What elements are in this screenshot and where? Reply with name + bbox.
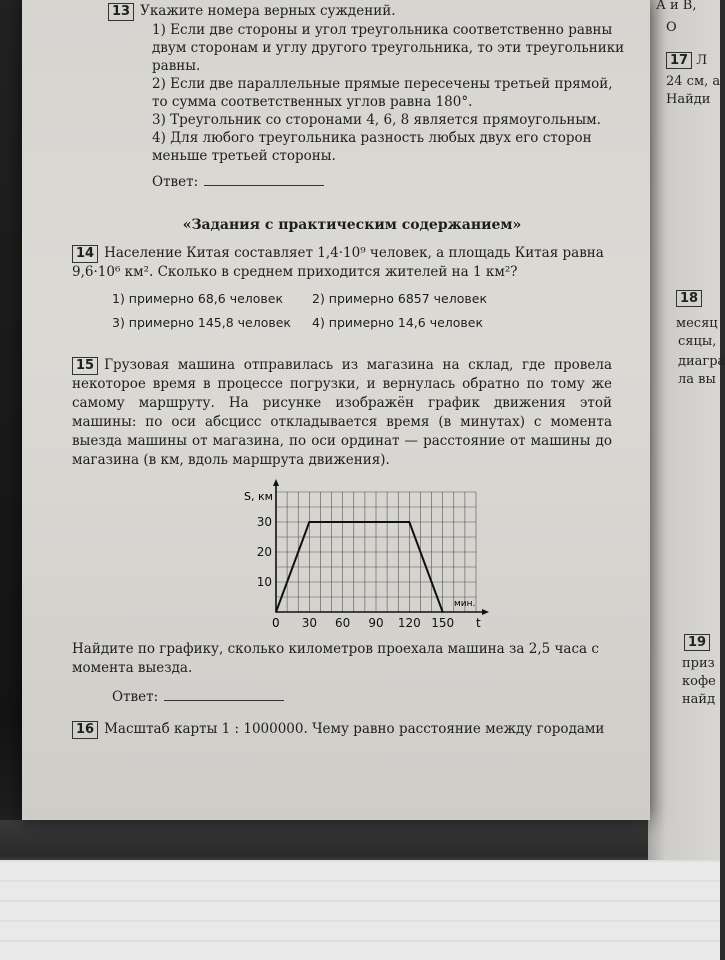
task-13-answer: [152, 171, 628, 191]
right-page-l17: Л: [696, 53, 708, 68]
y-tick-label: 10: [256, 575, 272, 589]
task-14-option-4[interactable]: 4) примерно 14,6 человек: [312, 315, 484, 330]
series-point: [442, 611, 444, 613]
x-tick-label: 60: [335, 616, 351, 630]
task-14-options: [112, 290, 612, 332]
graph-paper-sheet: [0, 860, 720, 960]
right-page-line-mes: месяц: [676, 316, 718, 331]
task-14-option-3[interactable]: 3) примерно 145,8 человек: [112, 315, 291, 330]
task-14-number: 14: [72, 245, 98, 263]
task-15-question: Найдите по графику, сколько километров проехала машина за 2,5 часа с момента выезда.: [72, 641, 599, 676]
x-tick-label: 120: [397, 616, 421, 630]
chart-x-axis-unit: мин.: [454, 599, 476, 609]
task-16-number: 16: [72, 721, 98, 739]
workbook-page: [22, 0, 650, 820]
x-axis-arrow: [482, 609, 489, 615]
right-page-line-priz: приз: [682, 656, 715, 671]
right-page-o-text: О: [666, 20, 677, 35]
task-14-option-1[interactable]: 1) примерно 68,6 человек: [112, 291, 284, 306]
task-13-heading: Укажите номера верных суждений.: [140, 3, 396, 19]
series-point: [275, 611, 277, 613]
series-point: [409, 521, 411, 523]
chart-x-axis-letter: t: [476, 616, 481, 630]
task-13-number: 13: [108, 3, 134, 21]
task-14-option-2[interactable]: 2) примерно 6857 человек: [312, 291, 487, 306]
task-16-text: Масштаб карты 1 : 1000000. Чему равно расстояние между городами: [104, 721, 605, 737]
chart-y-axis-label: S, км: [244, 490, 273, 503]
task-15-question-block: [72, 640, 612, 706]
task-15: [72, 356, 612, 470]
task-18-number: 18: [676, 290, 702, 307]
task-13-answer-line[interactable]: [204, 171, 324, 186]
task-13-answer-label: Ответ:: [152, 174, 199, 190]
chart-grid: [276, 492, 476, 612]
task-13-item-2: 2) Если две параллельные прямые пересечены третьей прямой, то сумма соответственных углов равна 180°.: [152, 76, 613, 110]
chart-origin-label: 0: [272, 616, 280, 630]
right-page-line-find: Найди: [666, 92, 711, 107]
right-page: [648, 0, 725, 860]
task-13-item-3: 3) Треугольник со сторонами 4, 6, 8 является прямоугольным.: [152, 112, 601, 128]
task-16: [72, 720, 612, 739]
task-15-answer: [112, 686, 612, 706]
task-13-item-1: 1) Если две стороны и угол треугольника соответственно равны двум сторонам и углу другого треугольника, то эти треугольники равны.: [152, 22, 625, 74]
right-page-line-24: 24 см, а: [666, 74, 721, 89]
right-page-line-nayd: найд: [682, 692, 716, 707]
right-page-top-text: А и В,: [656, 0, 697, 13]
task-19-number: 19: [684, 634, 710, 651]
section-title: «Задания с практическим содержанием»: [182, 217, 522, 233]
task-13-item-4: 4) Для любого треугольника разность любых двух его сторон меньше третьей стороны.: [152, 130, 592, 164]
task-17-number: 17: [666, 52, 692, 69]
series-point: [309, 521, 311, 523]
task-15-answer-label: Ответ:: [112, 689, 159, 705]
y-tick-label: 20: [256, 545, 272, 559]
task-13: [108, 2, 628, 191]
right-page-line-sya: сяцы,: [678, 334, 717, 349]
distance-time-chart: [232, 484, 492, 634]
x-tick-label: 30: [301, 616, 317, 630]
y-axis-arrow: [273, 479, 279, 486]
task-15-number: 15: [72, 357, 98, 375]
right-page-line-lavy: ла вы: [678, 372, 716, 387]
x-tick-label: 90: [368, 616, 384, 630]
chart-axes: [273, 479, 489, 615]
task-15-text: Грузовая машина отправилась из магазина на склад, где провела некоторое время в процессе погрузки, и вернулась обратно по тому же самому маршруту. На рисунке изображён график движения этой машины: по оси абсцисс откладывается время (в минутах) с момента выезда машины от магазина, по оси ординат — расстояние от машины до магазина (в км, вдоль маршрута движения).: [72, 357, 612, 468]
x-tick-label: 150: [431, 616, 455, 630]
task-15-answer-line[interactable]: [164, 686, 284, 701]
right-page-line-kofe: кофе: [682, 674, 716, 689]
y-tick-label: 30: [256, 515, 272, 529]
task-14-text: Население Китая составляет 1,4·10⁹ человек, а площадь Китая равна 9,6·10⁶ км². Сколько в среднем приходится жителей на 1 км²?: [72, 245, 604, 280]
right-page-line-diag: диагра: [678, 354, 725, 369]
task-14: [72, 244, 612, 332]
